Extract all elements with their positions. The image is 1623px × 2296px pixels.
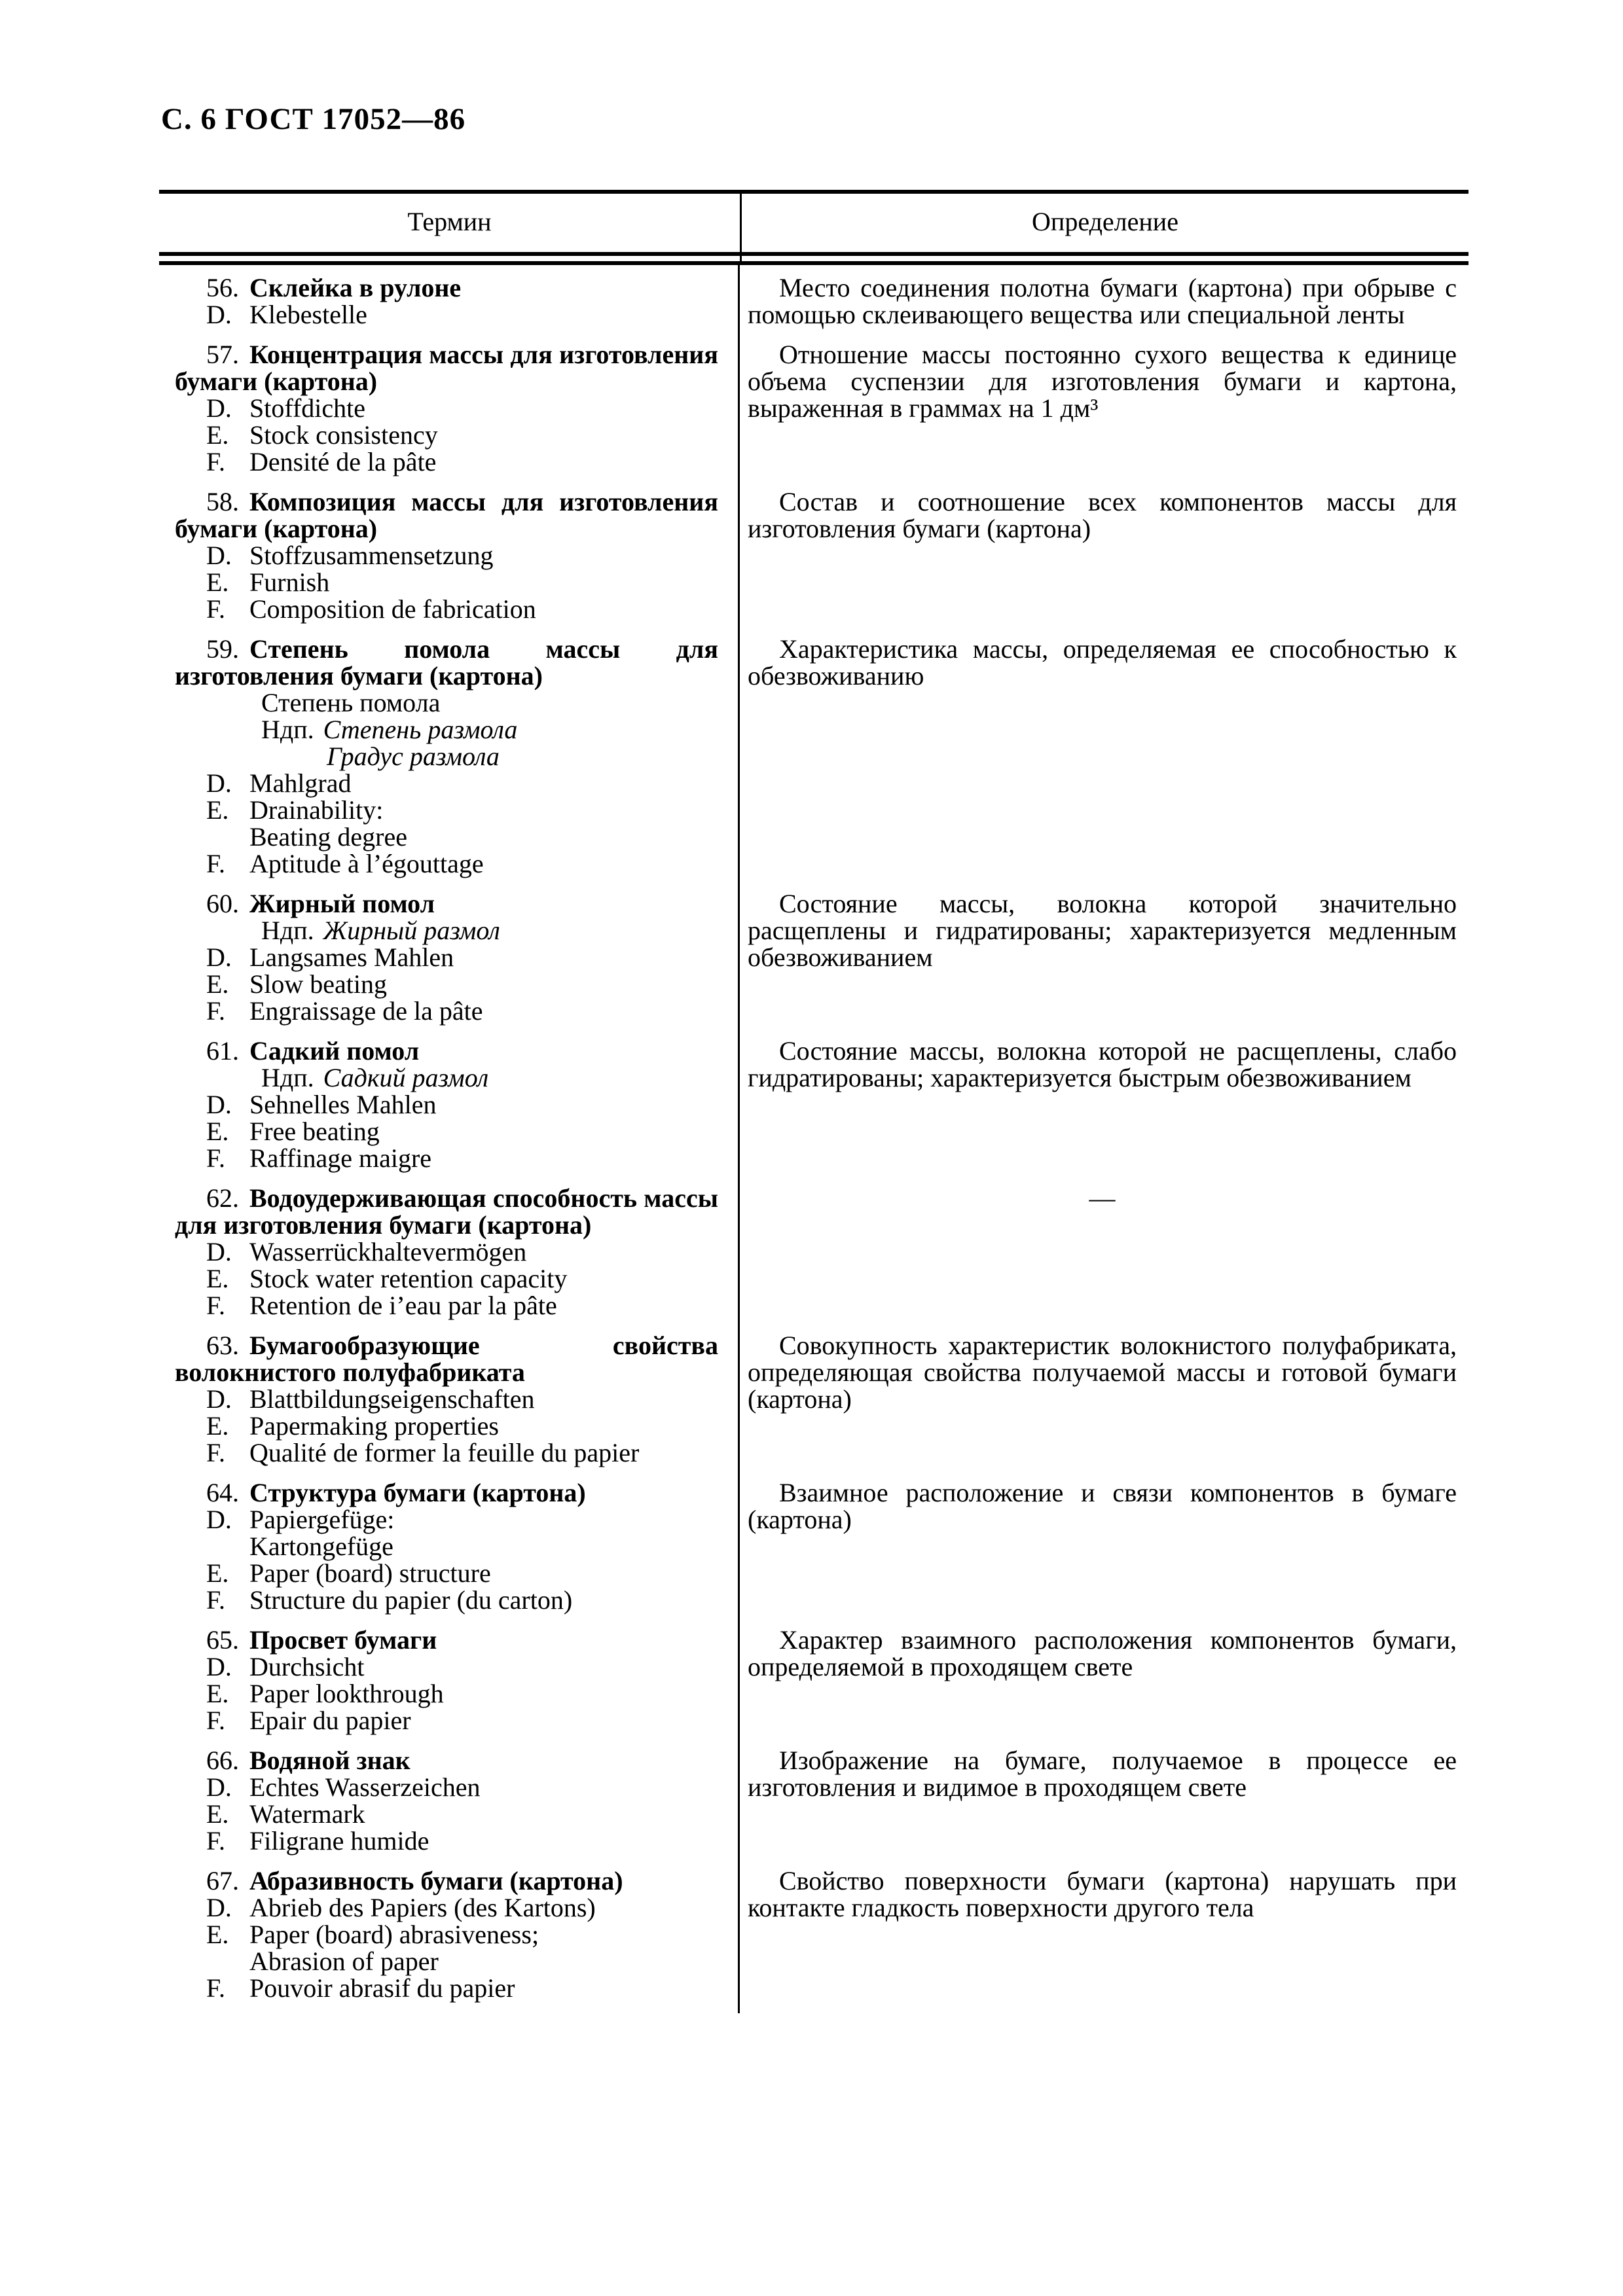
lang-line [175,1265,718,1292]
definition-cell-60 [740,877,1468,1024]
term-number: 57. [206,340,239,369]
lang-text: Retention de i’eau par la pâte [249,1291,557,1320]
definition-text: Отношение массы постоянно сухого вещества к единице объема суспензии для изготовления бумаги и картона, выраженная в граммах на 1 дм³ [748,340,1457,423]
definition-text: Характер взаимного расположения компонентов бумаги, определяемой в проходящем свете [748,1625,1457,1681]
lang-continuation: Beating degree [249,822,407,852]
term-number: 59. [206,634,239,664]
lang-line [175,1439,718,1466]
lang-text: Paper (board) abrasiveness; [249,1920,539,1949]
lang-line [175,1118,718,1145]
definition-text: Состав и соотношение всех компонентов массы для изготовления бумаги (картона) [748,487,1457,543]
lang-line [175,1774,718,1801]
lang-label: F. [206,849,226,878]
lang-line [175,850,718,877]
lang-line [175,1827,718,1854]
term-number: 60. [206,889,239,918]
synonym-line [175,743,718,770]
term-text: Садкий помол [249,1036,420,1066]
lang-label: D. [206,1237,232,1266]
term-text: Жирный помол [249,889,435,918]
lang-text: Epair du papier [249,1706,411,1735]
definition-text: Состояние массы, волокна которой не расщеплены, слабо гидратированы; характеризуется быстрым обезвоживанием [748,1036,1457,1092]
term-cell-62 [159,1172,740,1319]
header-double-rule [159,252,1468,265]
term-text: Абразивность бумаги (картона) [249,1866,623,1895]
lang-line [175,1145,718,1172]
lang-text: Stock consistency [249,420,438,450]
lang-label: E. [206,1264,229,1293]
term-line [175,636,718,689]
lang-text: Wasserrückhaltevermögen [249,1237,527,1266]
term-cell-61 [159,1024,740,1172]
lang-label: E. [206,420,229,450]
lang-text: Stock water retention capacity [249,1264,568,1293]
term-line [175,1479,718,1506]
definition-cell-63 [740,1319,1468,1466]
definition-text: Свойство поверхности бумаги (картона) нарушать при контакте гладкость поверхности другого тела [748,1866,1457,1922]
lang-text: Langsames Mahlen [249,942,454,972]
definition-text: Взаимное расположение и связи компонентов в бумаге (картона) [748,1478,1457,1534]
lang-label: F. [206,1143,226,1173]
lang-text: Free beating [249,1117,380,1146]
synonym-text: Степень размола [323,715,518,744]
term-number: 62. [206,1183,239,1213]
column-header-definition: Определение [1032,207,1178,236]
lang-text: Engraissage de la pâte [249,996,483,1026]
synonym-line [175,917,718,944]
lang-text: Drainability: [249,795,384,825]
lang-label: E. [206,567,229,597]
term-number: 58. [206,487,239,516]
lang-text: Raffinage maigre [249,1143,432,1173]
lang-line [175,1560,718,1587]
definition-text: — [1089,1183,1116,1213]
lang-text: Watermark [249,1799,365,1829]
definition-text: Совокупность характеристик волокнистого полуфабриката, определяющая свойства получаемой массы и готовой бумаги (картона) [748,1331,1457,1414]
definition-text: Характеристика массы, определяемая ее способностью к обезвоживанию [748,634,1457,691]
lang-label: E. [206,1799,229,1829]
definition-cell-62 [740,1172,1468,1319]
lang-line [175,1653,718,1680]
lang-text: Sehnelles Mahlen [249,1090,437,1119]
lang-line [175,1386,718,1412]
synonym-text: Градус размола [327,742,500,771]
lang-line [175,395,718,422]
lang-line [175,770,718,797]
synonym-text: Садкий размол [323,1063,489,1092]
lang-line [175,1975,718,2001]
lang-label: F. [206,996,226,1026]
ndp-label: Ндп. [261,1063,314,1092]
synonym-line [175,1064,718,1091]
term-number: 64. [206,1478,239,1507]
term-cell-58 [159,475,740,622]
lang-label: D. [206,300,232,329]
lang-line [175,997,718,1024]
lang-label: E. [206,1920,229,1949]
lang-text: Aptitude à l’égouttage [249,849,484,878]
lang-text: Durchsicht [249,1652,365,1681]
lang-line [175,944,718,971]
lang-label: D. [206,1384,232,1414]
lang-line [175,797,718,823]
lang-label: D. [206,1505,232,1534]
lang-label: D. [206,393,232,423]
term-number: 67. [206,1866,239,1895]
lang-text: Qualité de former la feuille du papier [249,1438,640,1467]
definition-text: Состояние массы, волокна которой значительно расщеплены и гидратированы; характеризуется медленным обезвоживанием [748,889,1457,972]
definition-cell-61 [740,1024,1468,1172]
lang-line [175,1680,718,1707]
term-number: 66. [206,1746,239,1775]
definition-cell-65 [740,1613,1468,1734]
term-cell-63 [159,1319,740,1466]
lang-line [175,1506,718,1533]
lang-label: E. [206,1558,229,1588]
lang-text: Filigrane humide [249,1826,429,1856]
term-line [175,1037,718,1064]
term-text: Композиция массы для изготовления бумаги (картона) [175,487,718,543]
lang-text: Papiergefüge: [249,1505,395,1534]
lang-text: Papermaking properties [249,1411,499,1441]
term-line [175,341,718,395]
definition-text: Изображение на бумаге, получаемое в процессе ее изготовления и видимое в проходящем свете [748,1746,1457,1802]
lang-line [175,1587,718,1613]
definition-cell-58 [740,475,1468,622]
term-text: Склейка в рулоне [249,273,462,302]
lang-line [175,569,718,596]
lang-label: F. [206,594,226,624]
lang-label: F. [206,1973,226,2003]
table-body [159,265,1468,2013]
lang-text: Blattbildungseigenschaften [249,1384,535,1414]
lang-line [175,1707,718,1734]
term-text: Водоудерживающая способность массы для изготовления бумаги (картона) [175,1183,718,1240]
definition-cell-66 [740,1734,1468,1854]
definition-cell-57 [740,328,1468,475]
lang-text: Slow beating [249,969,387,999]
term-line [175,1185,718,1238]
definition-cell-67 [740,1854,1468,2013]
lang-text: Pouvoir abrasif du papier [249,1973,515,2003]
double-rule-left [159,256,742,261]
lang-text: Echtes Wasserzeichen [249,1772,481,1802]
lang-label: F. [206,1291,226,1320]
lang-line [175,596,718,622]
lang-text: Furnish [249,567,330,597]
lang-text: Stoffzusammensetzung [249,541,494,570]
lang-line [175,1292,718,1319]
term-text: Структура бумаги (картона) [249,1478,586,1507]
lang-label: D. [206,1772,232,1802]
lang-label: D. [206,1090,232,1119]
term-line [175,1332,718,1386]
lang-line [175,1412,718,1439]
lang-line [175,1894,718,1921]
lang-line [175,448,718,475]
lang-continuation: Kartongefüge [249,1532,393,1561]
lang-label: D. [206,1652,232,1681]
terms-table [159,190,1468,2013]
lang-label: D. [206,1893,232,1922]
term-cell-67 [159,1854,740,2013]
page-title: С. 6 ГОСТ 17052—86 [161,102,466,136]
term-number: 61. [206,1036,239,1066]
lang-line [175,301,718,328]
lang-label: E. [206,1679,229,1708]
table-header-row [159,190,1468,252]
lang-text: Paper (board) structure [249,1558,491,1588]
lang-label: F. [206,1585,226,1615]
lang-line [175,1801,718,1827]
term-line [175,1626,718,1653]
lang-label: E. [206,1117,229,1146]
term-cell-59 [159,622,740,877]
term-cell-66 [159,1734,740,1854]
term-cell-64 [159,1466,740,1613]
lang-label: F. [206,1438,226,1467]
lang-line [175,1238,718,1265]
term-text: Просвет бумаги [249,1625,437,1655]
term-cell-65 [159,1613,740,1734]
lang-text: Paper lookthrough [249,1679,444,1708]
lang-text: Abrieb des Papiers (des Kartons) [249,1893,596,1922]
column-header-term: Термин [159,194,742,252]
lang-label: D. [206,942,232,972]
synonym-text: Жирный размол [323,916,500,945]
synonym-line [175,716,718,743]
lang-line [175,1921,718,1948]
lang-label: E. [206,795,229,825]
lang-text: Stoffdichte [249,393,366,423]
lang-line [175,1091,718,1118]
lang-label: F. [206,1706,226,1735]
term-cell-56 [159,265,740,328]
term-line [175,274,718,301]
lang-label: E. [206,969,229,999]
lang-text: Densité de la pâte [249,447,437,476]
lang-label: F. [206,447,226,476]
ndp-label: Ндп. [261,715,314,744]
lang-line [175,422,718,448]
lang-line [175,542,718,569]
lang-text: Composition de fabrication [249,594,536,624]
term-number: 65. [206,1625,239,1655]
definition-cell-59 [740,622,1468,877]
lang-text: Klebestelle [249,300,367,329]
term-number: 56. [206,273,239,302]
lang-continuation: Abrasion of paper [249,1946,439,1976]
ndp-label: Ндп. [261,916,314,945]
definition-text: Место соединения полотна бумаги (картона) при обрыве с помощью склеивающего вещества или специальной ленты [748,273,1457,329]
term-line [175,1747,718,1774]
lang-label: E. [206,1411,229,1441]
lang-text: Mahlgrad [249,768,352,798]
term-line [175,890,718,917]
term-number: 63. [206,1331,239,1360]
definition-cell-56 [740,265,1468,328]
term-text: Водяной знак [249,1746,410,1775]
definition-cell-64 [740,1466,1468,1613]
lang-label: D. [206,768,232,798]
double-rule-right [742,256,1468,261]
term-cell-57 [159,328,740,475]
term-text: Степень помола массы для изготовления бумаги (картона) [175,634,718,691]
term-text: Бумагообразующие свойства волокнистого полуфабриката [175,1331,718,1387]
lang-text: Structure du papier (du carton) [249,1585,573,1615]
lang-label: F. [206,1826,226,1856]
term-line [175,488,718,542]
lang-line [175,971,718,997]
synonym-line: Степень помола [261,688,441,717]
term-cell-60 [159,877,740,1024]
lang-label: D. [206,541,232,570]
term-text: Концентрация массы для изготовления бумаги (картона) [175,340,718,396]
term-line [175,1867,718,1894]
